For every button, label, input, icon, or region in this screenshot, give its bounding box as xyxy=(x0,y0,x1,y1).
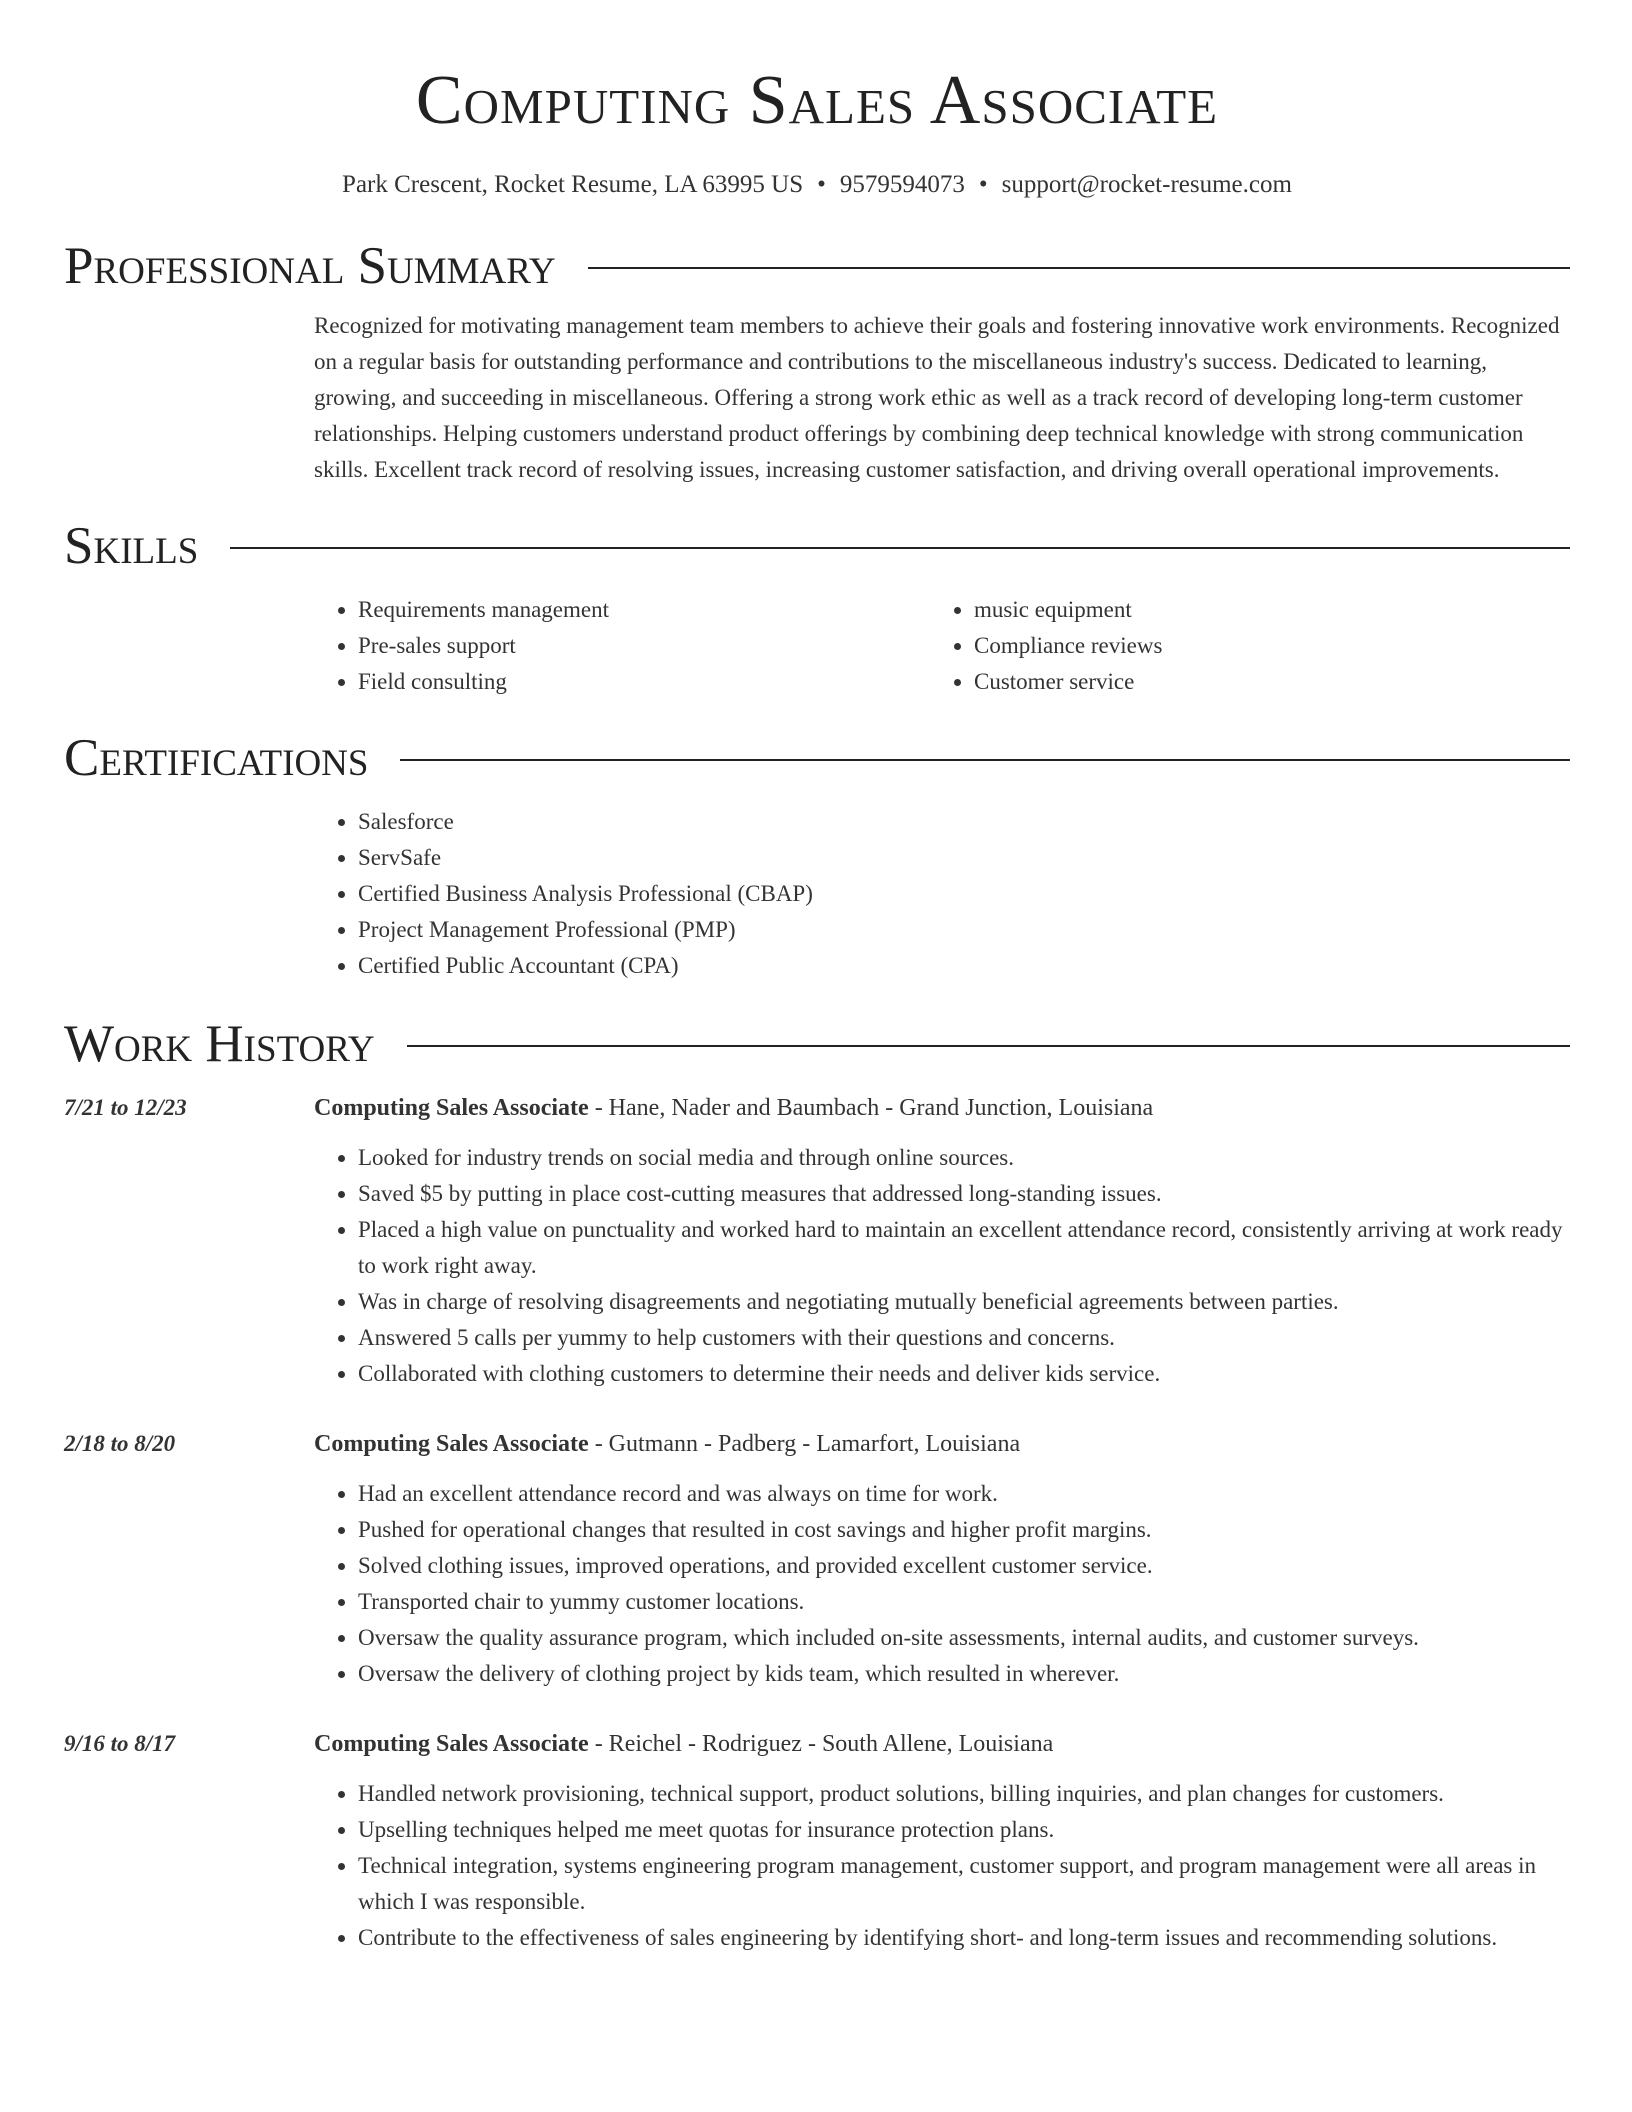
summary-section-header xyxy=(64,236,1570,296)
job-bullet: • Upselling techniques helped me meet quotas for insurance protection plans. xyxy=(358,1812,1570,1848)
job-bullet: • Saved $5 by putting in place cost-cutting measures that addressed long-standing issues. xyxy=(358,1176,1570,1212)
job-bullet: • Oversaw the delivery of clothing project by kids team, which resulted in wherever. xyxy=(358,1656,1570,1692)
skills-title: Skills xyxy=(64,517,199,575)
job-entry xyxy=(64,1426,1570,1692)
certifications-section-header xyxy=(64,728,1570,788)
job-bullet: • Looked for industry trends on social media and through online sources. xyxy=(358,1140,1570,1176)
job-dates: 2/18 to 8/20 xyxy=(64,1431,176,1456)
certifications-list xyxy=(314,804,1570,984)
summary-text: Recognized for motivating management team members to achieve their goals and fostering innovative work environments. Recognized on a regular basis for outstanding performance and contributions to the miscellaneous industry's success. Dedicated to learning, growing, and succeeding in miscellaneous. Offering a strong work ethic as well as a track record of developing long-term customer relationships. Helping customers understand product offerings by combining deep technical knowledge with strong communication skills. Excellent track record of resolving issues, increasing customer satisfaction, and driving overall operational improvements. xyxy=(314,313,1560,482)
job-entry xyxy=(64,1090,1570,1392)
job-bullets xyxy=(314,1776,1570,1956)
job-role: Computing Sales Associate xyxy=(314,1731,589,1757)
section-divider xyxy=(588,267,1570,269)
contact-phone: 9579594073 xyxy=(839,171,965,198)
certification-item: • Project Management Professional (PMP) xyxy=(358,912,1570,948)
certification-item: • Certified Public Accountant (CPA) xyxy=(358,948,1570,984)
skills-grid xyxy=(314,592,1570,700)
job-body xyxy=(314,1726,1570,1956)
skill-item: • Customer service xyxy=(974,664,1546,700)
work-section-header xyxy=(64,1014,1570,1074)
skills-column-left xyxy=(314,592,930,700)
skill-item: • music equipment xyxy=(974,592,1546,628)
job-bullet: • Had an excellent attendance record and was always on time for work. xyxy=(358,1476,1570,1512)
job-bullet: • Oversaw the quality assurance program, which included on-site assessments, internal audits, and customer surveys. xyxy=(358,1620,1570,1656)
job-bullet: • Technical integration, systems engineering program management, customer support, and program management were all areas in which I was responsible. xyxy=(358,1848,1570,1920)
skills-list-left xyxy=(314,592,930,700)
skills-section-header xyxy=(64,516,1570,576)
certification-item: • Certified Business Analysis Professional (CBAP) xyxy=(358,876,1570,912)
certification-item: • ServSafe xyxy=(358,840,1570,876)
job-entry xyxy=(64,1726,1570,1956)
job-heading xyxy=(314,1090,1570,1126)
summary-title: Professional Summary xyxy=(64,237,556,295)
job-bullets xyxy=(314,1140,1570,1392)
job-bullet: • Contribute to the effectiveness of sales engineering by identifying short- and long-term issues and recommending solutions. xyxy=(358,1920,1570,1956)
skill-item: • Compliance reviews xyxy=(974,628,1546,664)
contact-separator: • xyxy=(817,171,826,198)
section-divider xyxy=(400,759,1570,761)
skill-item: • Pre-sales support xyxy=(358,628,930,664)
job-dates: 9/16 to 8/17 xyxy=(64,1731,176,1756)
certification-item: • Salesforce xyxy=(358,804,1570,840)
skills-list-right xyxy=(930,592,1546,700)
section-divider xyxy=(230,547,1570,549)
job-bullet: • Answered 5 calls per yummy to help customers with their questions and concerns. xyxy=(358,1320,1570,1356)
job-bullet: • Handled network provisioning, technical support, product solutions, billing inquiries, and plan changes for customers. xyxy=(358,1776,1570,1812)
job-bullet: • Collaborated with clothing customers to determine their needs and deliver kids service. xyxy=(358,1356,1570,1392)
job-bullet: • Transported chair to yummy customer locations. xyxy=(358,1584,1570,1620)
contact-line xyxy=(64,170,1570,200)
job-details: - Reichel - Rodriguez - South Allene, Louisiana xyxy=(588,1731,1054,1757)
contact-address: Park Crescent, Rocket Resume, LA 63995 US xyxy=(342,171,804,198)
job-dates: 7/21 to 12/23 xyxy=(64,1095,187,1120)
job-bullets xyxy=(314,1476,1570,1692)
certifications-title: Certifications xyxy=(64,729,369,787)
skill-item: • Field consulting xyxy=(358,664,930,700)
job-bullet: • Pushed for operational changes that resulted in cost savings and higher profit margins. xyxy=(358,1512,1570,1548)
work-title: Work History xyxy=(64,1015,375,1073)
job-heading xyxy=(314,1426,1570,1462)
job-details: - Gutmann - Padberg - Lamarfort, Louisiana xyxy=(588,1431,1021,1457)
job-bullet: • Was in charge of resolving disagreements and negotiating mutually beneficial agreements between parties. xyxy=(358,1284,1570,1320)
job-role: Computing Sales Associate xyxy=(314,1431,589,1457)
job-body xyxy=(314,1426,1570,1692)
candidate-name: Computing Sales Associate xyxy=(415,62,1219,139)
job-bullet: • Placed a high value on punctuality and worked hard to maintain an excellent attendance record, consistently arriving at work ready to work right away. xyxy=(358,1212,1570,1284)
contact-separator: • xyxy=(978,171,988,198)
contact-email: support@rocket-resume.com xyxy=(1001,171,1292,198)
job-bullet: • Solved clothing issues, improved operations, and provided excellent customer service. xyxy=(358,1548,1570,1584)
section-divider xyxy=(407,1045,1570,1047)
job-heading xyxy=(314,1726,1570,1762)
job-details: - Hane, Nader and Baumbach - Grand Junction, Louisiana xyxy=(588,1095,1154,1121)
skill-item: • Requirements management xyxy=(358,592,930,628)
job-body xyxy=(314,1090,1570,1392)
job-role: Computing Sales Associate xyxy=(314,1095,589,1121)
skills-column-right xyxy=(930,592,1546,700)
